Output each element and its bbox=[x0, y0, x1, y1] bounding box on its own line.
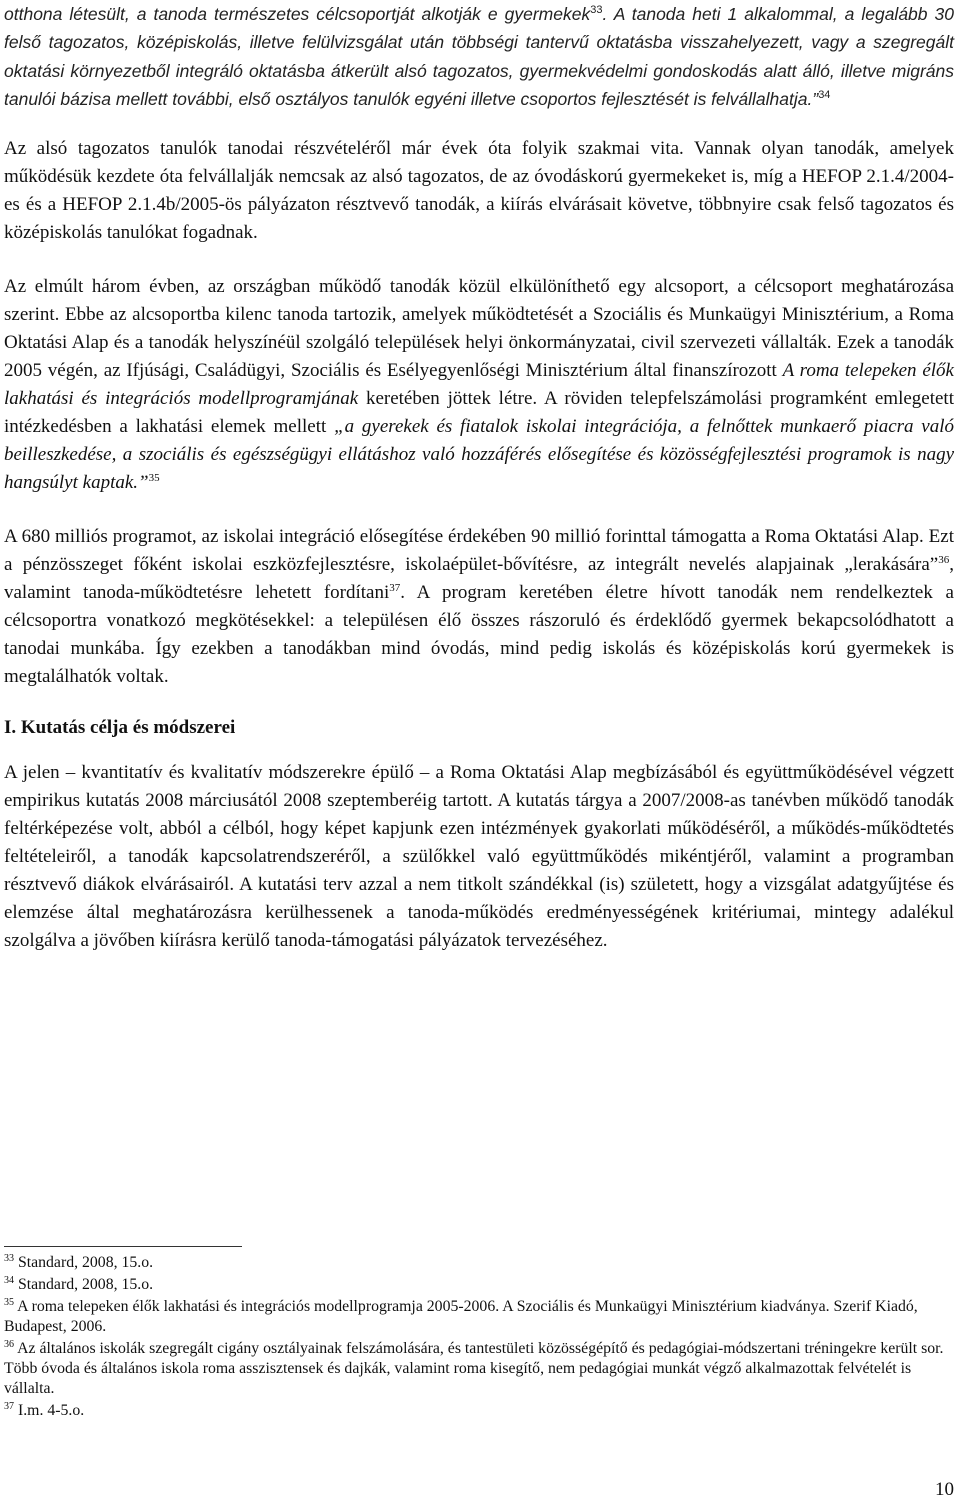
footnote-ref-34: 34 bbox=[818, 89, 831, 102]
paragraph-2: Az alsó tagozatos tanulók tanodai részvételéről már évek óta folyik szakmai vita. Vannak olyan tanodák, amelyek működésük kezdete óta felvállalják nemcsak az alsó tagozatos, de az óvodáskorú gyermekeket is, míg a HEFOP 2.1.4/2004-es és a HEFOP 2.1.4b/2005-ös pályázaton résztvevő tanodák, a kiírás elvárásait követve, többnyire csak felső tagozatos és középiskolás tanulókat fogadnak. bbox=[4, 137, 954, 243]
footnote-text: Standard, 2008, 15.o. bbox=[17, 1254, 154, 1271]
paragraph-1 bbox=[4, 0, 954, 114]
footnote-number: 34 bbox=[4, 1275, 14, 1286]
footnote-text: Standard, 2008, 15.o. bbox=[17, 1276, 154, 1293]
paragraph-5: A jelen – kvantitatív és kvalitatív módszerekre épülő – a Roma Oktatási Alap megbízásából és együttműködésével végzett empirikus kutatás 2008 márciusától 2008 szeptemberéig tartott. A kutatás tárgya a 2007/2008-as tanévben működő tanodák feltérképezése volt, abból a célból, hogy képet kapjunk ezen intézmények gyakorlati működéséről, a működés-működtetés feltételeiről, a tanodák kapcsolatrendszeréről, a szülőkkel való együttműködés mikéntjéről, valamint a programban résztvevő diákok elvárásairól. A kutatási terv azzal a nem titkolt szándékkal (is) született, hogy a vizsgálat adatgyűjtése és elemzése által meghatározásra kerülhessenek a tanoda-működés eredményességének kritériumai, mintegy adalékul szolgálva a jövőben kiírásra kerülő tanoda-támogatási pályázatok tervezéséhez. bbox=[4, 761, 954, 951]
footnote-text: Az általános iskolák szegregált cigány osztályainak felszámolására, és tantestületi közösségépítő és pedagógiai-módszertani tréningekre került sor. Több óvoda és általános iskola roma asszisztensek és dajkák, valamint roma kisegítő, nem pedagógiai munkát végző alkalmazottak felvételét is vállalta. bbox=[4, 1340, 944, 1397]
footnote-divider bbox=[4, 1246, 242, 1247]
footnote-37 bbox=[4, 1401, 950, 1421]
paragraph-3-program-title: A roma telepeken élők lakhatási és integrációs modellprogramjának bbox=[4, 359, 954, 409]
footnote-36 bbox=[4, 1339, 950, 1399]
footnote-number: 33 bbox=[4, 1253, 14, 1264]
footnote-35 bbox=[4, 1297, 950, 1337]
page-number: 10 bbox=[935, 1479, 954, 1500]
footnote-33 bbox=[4, 1253, 950, 1273]
paragraph-1-text-a: otthona létesült, a tanoda természetes célcsoportját alkotják e gyermekek bbox=[4, 4, 591, 24]
footnote-ref-33: 33 bbox=[590, 4, 603, 16]
paragraph-4-text-a: A 680 milliós programot, az iskolai integráció elősegítése érdekében 90 millió forinttal támogatta a Roma Oktatási Alap. Ezt a pénzösszeget főként iskolai eszközfejlesztésre, iskolaépület-bővítésre, az integrált nevelés alapjainak „lerakására” bbox=[4, 525, 954, 575]
footnote-text: A roma telepeken élők lakhatási és integrációs modellprogramja 2005-2006. A Szociális és Munkaügyi Minisztérium kiadványa. Szerif Kiadó, Budapest, 2006. bbox=[4, 1298, 918, 1335]
footnote-ref-36: 36 bbox=[938, 553, 950, 566]
paragraph-3-text-a: Az elmúlt három évben, az országban működő tanodák közül elkülöníthető egy alcsoport, a célcsoport meghatározása szerint. Ebbe az alcsoportba kilenc tanoda tartozik, amelyek működtetését a Szociális és Munkaügyi Minisztérium, a Roma Oktatási Alap és a tanodák helyszínéül szolgáló települések helyi önkormányzatai, civil szervezeti vállalták. Ezek a tanodák 2005 végén, az Ifjúsági, Családügyi, Szociális és Esélyegyenlőségi Minisztérium által finanszírozott bbox=[4, 275, 954, 381]
paragraph-1-text-b: . A tanoda heti 1 alkalommal, a legalább 30 felső tagozatos, középiskolás, illetve felülvizsgálat után többségi tantervű oktatásba visszahelyezett, vagy a szegregált oktatási környezetből integráló oktatásba átkerült alsó tagozatos, gyermekvédelmi gondoskodás alatt álló, illetve migráns tanulói bázisa mellett további, első osztályos tanulók egyéni illetve csoportos fejlesztését is felvállalhatja.” bbox=[4, 4, 954, 110]
paragraph-4-text-b: , valamint tanoda-működtetésre lehetett fordítani bbox=[4, 553, 954, 603]
footnotes bbox=[4, 1246, 950, 1423]
paragraph-3 bbox=[4, 273, 954, 497]
paragraph-3-text-b: keretében jöttek létre. A röviden telepfelszámolási programként emlegetett intézkedésben a lakhatási elemek mellett bbox=[4, 387, 954, 437]
footnote-ref-37: 37 bbox=[389, 581, 401, 594]
footnote-number: 36 bbox=[4, 1339, 14, 1350]
footnote-34 bbox=[4, 1275, 950, 1295]
footnote-number: 35 bbox=[4, 1297, 14, 1308]
paragraph-3-quote: „a gyerekek és fiatalok iskolai integrációja, a felnőttek munkaerő piacra való beilleszkedése, a szociális és egészségügyi ellátáshoz való hozzáférés elősegítése és közösségfejlesztési programok is nagy hangsúlyt kaptak.” bbox=[4, 415, 955, 493]
paragraph-4 bbox=[4, 523, 954, 691]
footnote-ref-35: 35 bbox=[148, 471, 160, 484]
footnote-text: I.m. 4-5.o. bbox=[17, 1402, 85, 1419]
paragraph-4-text-c: . A program keretében életre hívott tanodák nem rendelkeztek a célcsoportra vonatkozó megkötésekkel: a településen élő összes rászoruló és érdeklődő gyermek bekapcsolódhatott a tanodai munkába. Így ezekben a tanodákban mind óvodás, mind pedig iskolás és középiskolás korú gyermekek is megtalálhatók voltak. bbox=[4, 581, 954, 687]
footnote-number: 37 bbox=[4, 1401, 14, 1412]
section-heading: I. Kutatás célja és módszerei bbox=[4, 716, 236, 738]
